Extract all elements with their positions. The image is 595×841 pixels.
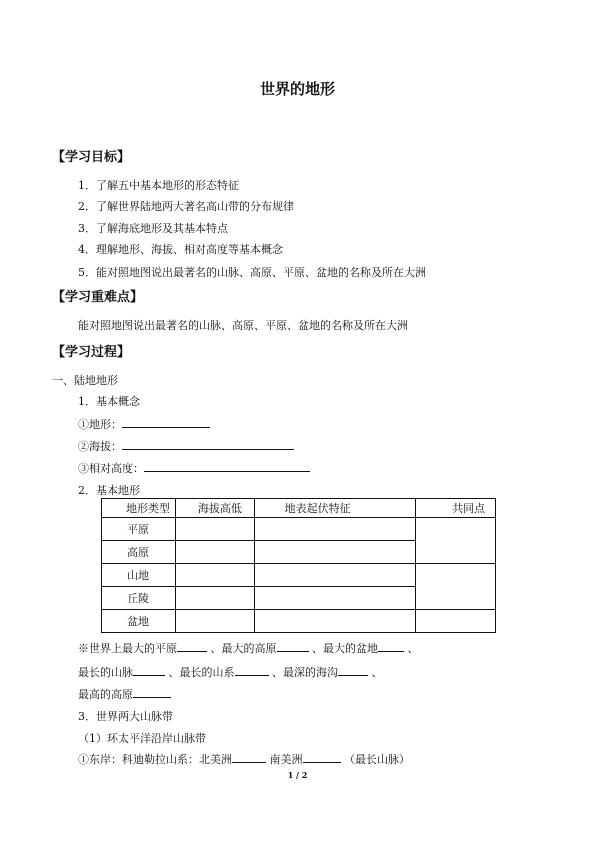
- concept-terrain: [78, 416, 210, 432]
- row-label: 平原: [102, 518, 176, 541]
- note-deepest-trench: 、最深的海沟: [272, 666, 338, 679]
- table-cell-common[interactable]: [416, 564, 496, 610]
- concept-altitude: [78, 438, 294, 454]
- concept-altitude-label: ②海拔：: [78, 440, 122, 453]
- note-highest-plateau: 最高的高原: [78, 688, 133, 701]
- table-header-row: [102, 499, 496, 518]
- note-longest-system: 、最长的山系: [168, 666, 235, 679]
- table-cell[interactable]: [175, 541, 254, 564]
- table-cell[interactable]: [254, 610, 415, 633]
- sub2-heading: 2．基本地形: [78, 484, 140, 497]
- table-cell-common[interactable]: [416, 518, 496, 564]
- relative-height-blank[interactable]: [144, 460, 310, 472]
- table-row: [102, 518, 496, 541]
- row-label: 山地: [102, 564, 176, 587]
- note-longest-range: 最长的山脉: [78, 666, 133, 679]
- header-terrain-type: 地形类型: [102, 499, 176, 518]
- sub1-heading: 1．基本概念: [78, 395, 140, 408]
- concept-terrain-label: ①地形：: [78, 418, 122, 431]
- note-largest-plateau: 、最大的高原: [210, 642, 277, 655]
- north-america-blank[interactable]: [232, 751, 266, 763]
- note-largest-basin: 、最大的盆地: [312, 642, 378, 655]
- deepest-trench-blank[interactable]: [338, 664, 368, 676]
- concept-relative-height-label: ③相对高度：: [78, 462, 144, 475]
- concept-relative-height: [78, 460, 310, 476]
- note-largest-plain: ※世界上最大的平原: [78, 642, 177, 655]
- longest-range-blank[interactable]: [133, 664, 165, 676]
- page-title: 世界的地形: [259, 80, 335, 98]
- row-label: 丘陵: [102, 587, 176, 610]
- note-line-3: [78, 686, 171, 702]
- table-cell[interactable]: [175, 610, 254, 633]
- header-common: 共同点: [416, 499, 496, 518]
- largest-plateau-blank[interactable]: [277, 640, 309, 652]
- note-line-1: [78, 640, 419, 656]
- process-heading: 【学习过程】: [52, 345, 131, 360]
- table-cell[interactable]: [175, 518, 254, 541]
- table-cell[interactable]: [254, 587, 415, 610]
- table-row: [102, 564, 496, 587]
- objective-item: 2．了解世界陆地两大著名高山带的分布规律: [78, 200, 294, 213]
- east-longest-note: （最长山脉）: [344, 753, 410, 766]
- row-label: 高原: [102, 541, 176, 564]
- table-cell[interactable]: [254, 564, 415, 587]
- header-relief: 地表起伏特征: [254, 499, 415, 518]
- objective-item: 1．了解五中基本地形的形态特征: [78, 179, 239, 192]
- note-sep: 、: [407, 642, 419, 655]
- part1-heading: 一、陆地地形: [52, 374, 118, 387]
- east-coast-line: [78, 751, 410, 767]
- row-label: 盆地: [102, 610, 176, 633]
- east-south-america: 南美洲: [269, 753, 303, 766]
- keypoints-text: 能对照地图说出最著名的山脉、高原、平原、盆地的名称及所在大洲: [78, 319, 408, 332]
- east-cordillera: ①东岸：科迪勒拉山系：北美洲: [78, 753, 232, 766]
- terrain-blank[interactable]: [122, 416, 210, 428]
- page-number: 1 / 2: [287, 770, 308, 780]
- keypoints-heading: 【学习重难点】: [52, 290, 144, 305]
- table-row: [102, 610, 496, 633]
- objective-item: 3．了解海底地形及其基本特点: [78, 222, 228, 235]
- table-cell[interactable]: [254, 518, 415, 541]
- south-america-blank[interactable]: [303, 751, 341, 763]
- objective-item: 4．理解地形、海拔、相对高度等基本概念: [78, 243, 283, 256]
- note-sep: 、: [371, 666, 383, 679]
- objectives-heading: 【学习目标】: [52, 150, 131, 165]
- sub3-heading: 3．世界两大山脉带: [78, 710, 173, 723]
- terrain-table: [101, 498, 496, 633]
- header-altitude: 海拔高低: [175, 499, 254, 518]
- belt1-heading: （1）环太平洋沿岸山脉带: [78, 732, 206, 745]
- table-cell[interactable]: [254, 541, 415, 564]
- table-cell[interactable]: [175, 587, 254, 610]
- largest-plain-blank[interactable]: [177, 640, 207, 652]
- table-cell-common[interactable]: [416, 610, 496, 633]
- note-line-2: [78, 664, 383, 680]
- largest-basin-blank[interactable]: [378, 640, 404, 652]
- table-cell[interactable]: [175, 564, 254, 587]
- longest-system-blank[interactable]: [235, 664, 269, 676]
- objective-item: 5．能对照地图说出最著名的山脉、高原、平原、盆地的名称及所在大洲: [78, 266, 426, 279]
- highest-plateau-blank[interactable]: [133, 686, 171, 698]
- altitude-blank[interactable]: [122, 438, 294, 450]
